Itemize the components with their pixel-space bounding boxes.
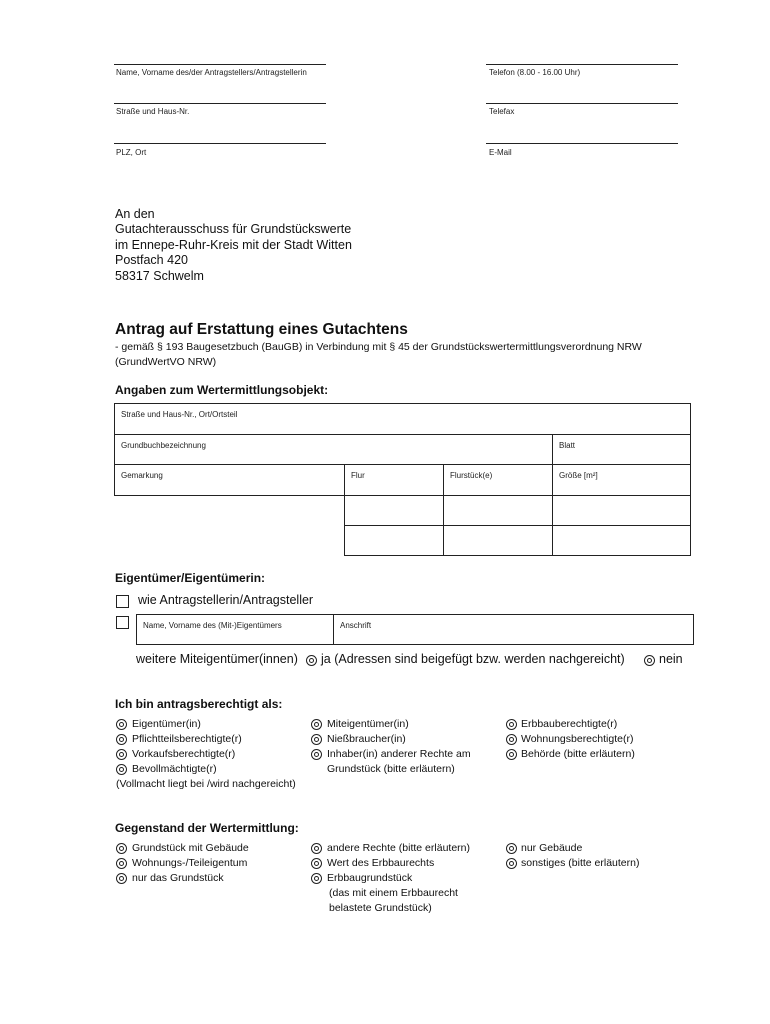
phone-field-line[interactable]	[486, 64, 678, 65]
owner-section-heading: Eigentümer/Eigentümerin:	[115, 571, 266, 585]
form-subtitle: - gemäß § 193 Baugesetzbuch (BauGB) in Verbindung mit § 45 der Grundstückswertermittlungsverordnung NRW	[115, 341, 642, 353]
fax-field-line[interactable]	[486, 103, 678, 104]
leasehold-plot-option-label: Erbbaugrundstück	[327, 872, 413, 884]
city-field-label: PLZ, Ort	[116, 148, 147, 157]
land-register-label: Grundbuchbezeichnung	[121, 441, 206, 450]
sheet-label: Blatt	[559, 441, 576, 450]
name-field-label: Name, Vorname des/der Antragstellers/Antragstellerin	[116, 68, 307, 77]
co-owners-no-label: nein	[659, 652, 683, 666]
subject-section-heading: Gegenstand der Wertermittlung:	[115, 821, 299, 835]
leasehold-holder-radio[interactable]	[506, 719, 517, 730]
size-entry-cell[interactable]	[552, 495, 691, 526]
same-as-applicant-label: wie Antragstellerin/Antragsteller	[138, 593, 314, 607]
plot-only-option-label: nur das Grundstück	[132, 872, 224, 884]
compulsory-share-radio[interactable]	[116, 734, 127, 745]
street-field-label: Straße und Haus-Nr.	[116, 107, 190, 116]
same-as-applicant-checkbox[interactable]	[116, 595, 129, 608]
pre-emption-option-label: Vorkaufsberechtigte(r)	[132, 748, 236, 760]
building-only-radio[interactable]	[506, 843, 517, 854]
other-rights-radio[interactable]	[311, 843, 322, 854]
co-owners-label: weitere Miteigentümer(innen)	[136, 652, 298, 666]
recipient-line: Gutachterausschuss für Grundstückswerte	[115, 222, 352, 237]
power-of-attorney-note: (Vollmacht liegt bei /wird nachgereicht)	[116, 778, 296, 790]
plot-with-building-radio[interactable]	[116, 843, 127, 854]
authority-radio[interactable]	[506, 749, 517, 760]
size-label: Größe [m²]	[559, 471, 598, 480]
parcel-label: Flur	[351, 471, 365, 480]
residential-right-option-label: Wohnungsberechtigte(r)	[521, 733, 634, 745]
co-owners-yes-radio[interactable]	[306, 655, 317, 666]
other-rights-holder-note: Grundstück (bitte erläutern)	[327, 763, 455, 775]
co-owner-radio[interactable]	[311, 719, 322, 730]
plot-only-radio[interactable]	[116, 873, 127, 884]
entitled-section-heading: Ich bin antragsberechtigt als:	[115, 697, 283, 711]
usufructuary-radio[interactable]	[311, 734, 322, 745]
parcel-entry-cell[interactable]	[344, 525, 444, 556]
owner-address-label: Anschrift	[340, 621, 372, 630]
sheet-cell[interactable]	[552, 434, 691, 465]
recipient-address	[115, 207, 352, 284]
owner-option-label: Eigentümer(in)	[132, 718, 201, 730]
authorized-rep-radio[interactable]	[116, 764, 127, 775]
email-field-label: E-Mail	[489, 148, 512, 157]
condominium-radio[interactable]	[116, 858, 127, 869]
name-field-line[interactable]	[114, 64, 326, 65]
parcel-cell[interactable]	[344, 464, 444, 496]
leasehold-plot-note: (das mit einem Erbbaurecht	[329, 887, 458, 899]
plot-label: Flurstück(e)	[450, 471, 493, 480]
co-owners-no-radio[interactable]	[644, 655, 655, 666]
email-field-line[interactable]	[486, 143, 678, 144]
phone-field-label: Telefon (8.00 - 16.00 Uhr)	[489, 68, 581, 77]
plot-cell[interactable]	[443, 464, 553, 496]
object-street-label: Straße und Haus-Nr., Ort/Ortsteil	[121, 410, 238, 419]
form-title: Antrag auf Erstattung eines Gutachtens	[115, 321, 408, 338]
land-register-cell[interactable]	[114, 434, 553, 465]
other-subject-option-label: sonstiges (bitte erläutern)	[521, 857, 640, 869]
other-rights-holder-radio[interactable]	[311, 749, 322, 760]
plot-entry-cell[interactable]	[443, 495, 553, 526]
co-owner-option-label: Miteigentümer(in)	[327, 718, 409, 730]
leasehold-holder-option-label: Erbbauberechtigte(r)	[521, 718, 618, 730]
district-cell[interactable]	[114, 464, 345, 496]
leasehold-plot-note-cont: belastete Grundstück)	[329, 902, 432, 914]
pre-emption-radio[interactable]	[116, 749, 127, 760]
leasehold-value-option-label: Wert des Erbbaurechts	[327, 857, 435, 869]
recipient-line: An den	[115, 207, 155, 221]
recipient-line: im Ennepe-Ruhr-Kreis mit der Stadt Witten	[115, 237, 352, 252]
owner-address-cell[interactable]	[333, 614, 694, 645]
owner-name-cell[interactable]	[136, 614, 334, 645]
residential-right-radio[interactable]	[506, 734, 517, 745]
district-label: Gemarkung	[121, 471, 163, 480]
object-section-heading: Angaben zum Wertermittlungsobjekt:	[115, 383, 329, 397]
recipient-line: 58317 Schwelm	[115, 268, 204, 283]
owner-radio[interactable]	[116, 719, 127, 730]
authorized-rep-option-label: Bevollmächtigte(r)	[132, 763, 217, 775]
leasehold-value-radio[interactable]	[311, 858, 322, 869]
co-owners-yes-label: ja (Adressen sind beigefügt bzw. werden nachgereicht)	[321, 652, 625, 666]
plot-entry-cell[interactable]	[443, 525, 553, 556]
parcel-entry-cell[interactable]	[344, 495, 444, 526]
street-field-line[interactable]	[114, 103, 326, 104]
building-only-option-label: nur Gebäude	[521, 842, 583, 854]
authority-option-label: Behörde (bitte erläutern)	[521, 748, 635, 760]
other-subject-radio[interactable]	[506, 858, 517, 869]
other-owner-checkbox[interactable]	[116, 616, 129, 629]
other-rights-option-label: andere Rechte (bitte erläutern)	[327, 842, 470, 854]
fax-field-label: Telefax	[489, 107, 515, 116]
plot-with-building-option-label: Grundstück mit Gebäude	[132, 842, 249, 854]
compulsory-share-option-label: Pflichtteilsberechtigte(r)	[132, 733, 242, 745]
size-cell[interactable]	[552, 464, 691, 496]
city-field-line[interactable]	[114, 143, 326, 144]
owner-name-label: Name, Vorname des (Mit-)Eigentümers	[143, 621, 282, 630]
leasehold-plot-radio[interactable]	[311, 873, 322, 884]
size-entry-cell[interactable]	[552, 525, 691, 556]
condominium-option-label: Wohnungs-/Teileigentum	[132, 857, 248, 869]
usufructuary-option-label: Nießbraucher(in)	[327, 733, 406, 745]
recipient-line: Postfach 420	[115, 253, 188, 268]
other-rights-holder-option-label: Inhaber(in) anderer Rechte am	[327, 748, 471, 760]
form-subtitle-cont: (GrundWertVO NRW)	[115, 356, 217, 368]
object-street-cell[interactable]	[114, 403, 691, 435]
